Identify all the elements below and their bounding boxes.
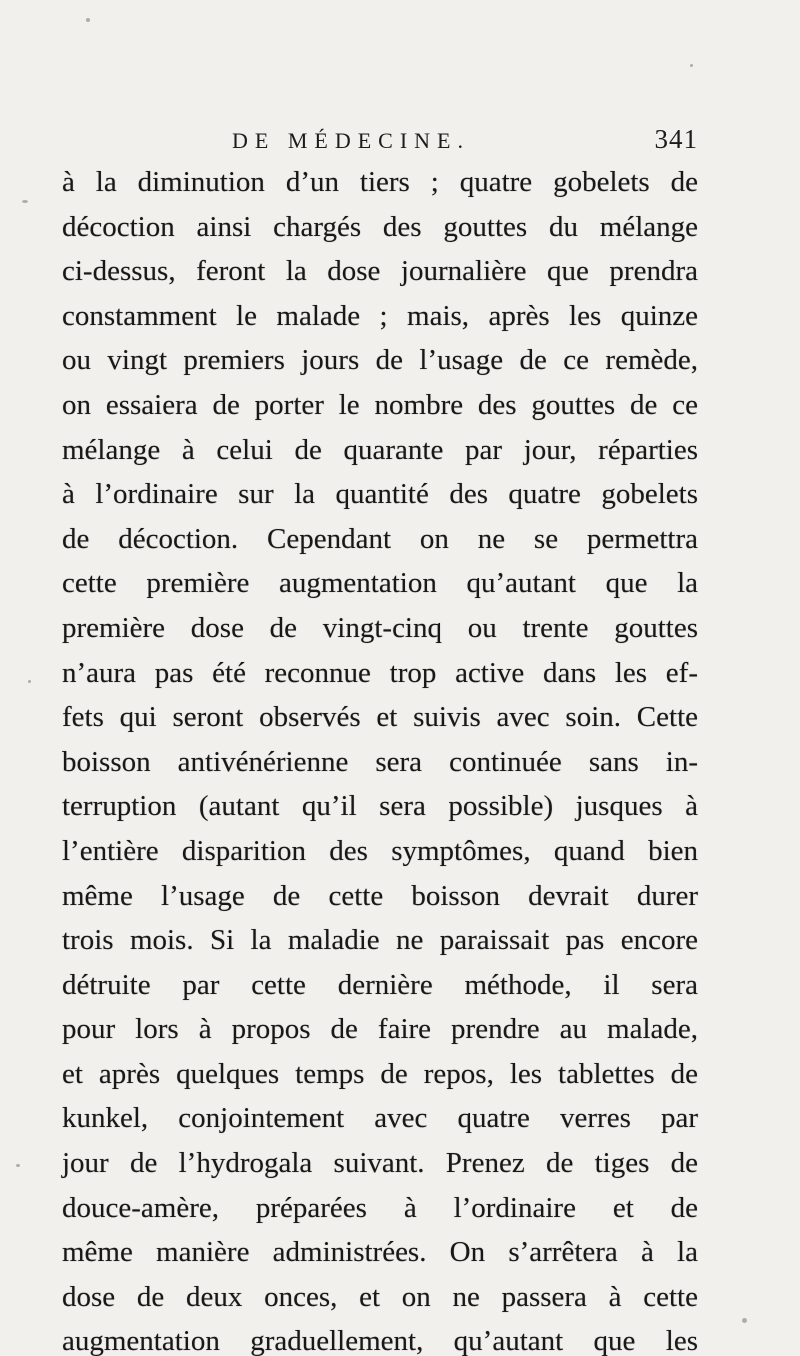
- paper-speck: [742, 1318, 747, 1323]
- text-line: à l’ordinaire sur la quantité des quatre gobelets: [62, 478, 698, 511]
- text-line: même l’usage de cette boisson devrait durer: [62, 879, 698, 912]
- text-line: décoction ainsi chargés des gouttes du mélange: [62, 210, 698, 243]
- text-line: ci-dessus, feront la dose journalière que prendra: [62, 255, 698, 288]
- text-line: kunkel, conjointement avec quatre verres par: [62, 1102, 698, 1135]
- paper-speck: [86, 18, 90, 22]
- text-line: et après quelques temps de repos, les tablettes de: [62, 1057, 698, 1090]
- text-line: douce-amère, préparées à l’ordinaire et de: [62, 1191, 698, 1224]
- text-line: à la diminution d’un tiers ; quatre gobelets de: [62, 166, 698, 198]
- text-line: mélange à celui de quarante par jour, réparties: [62, 433, 698, 466]
- paper-speck: [16, 1164, 20, 1167]
- running-title: DE MÉDECINE.: [232, 128, 470, 153]
- text-line: constamment le malade ; mais, après les quinze: [62, 299, 698, 332]
- page-number: 341: [654, 124, 698, 154]
- paper-speck: [690, 64, 693, 67]
- text-line: dose de deux onces, et on ne passera à cette: [62, 1280, 698, 1313]
- text-line: jour de l’hydrogala suivant. Prenez de tiges de: [62, 1147, 698, 1180]
- text-line: boisson antivénérienne sera continuée sans in-: [62, 745, 698, 778]
- text-line: terruption (autant qu’il sera possible) jusques à: [62, 790, 698, 823]
- text-line: de décoction. Cependant on ne se permettra: [62, 522, 698, 555]
- text-line: n’aura pas été reconnue trop active dans les ef-: [62, 656, 698, 689]
- text-line: détruite par cette dernière méthode, il sera: [62, 968, 698, 1001]
- text-line: pour lors à propos de faire prendre au malade,: [62, 1013, 698, 1046]
- paper-speck: [22, 200, 28, 203]
- text-line: trois mois. Si la maladie ne paraissait pas encore: [62, 924, 698, 957]
- paper-speck: [28, 680, 31, 683]
- text-line: même manière administrées. On s’arrêtera à la: [62, 1236, 698, 1269]
- text-line: on essaiera de porter le nombre des gouttes de ce: [62, 388, 698, 421]
- text-line: première dose de vingt-cinq ou trente gouttes: [62, 611, 698, 644]
- body-text: [62, 160, 698, 1356]
- text-line: fets qui seront observés et suivis avec soin. Cette: [62, 701, 698, 734]
- text-line: ou vingt premiers jours de l’usage de ce remède,: [62, 344, 698, 377]
- text-line: l’entière disparition des symptômes, quand bien: [62, 834, 698, 867]
- text-line: augmentation graduellement, qu’autant que les: [62, 1325, 698, 1356]
- text-line: cette première augmentation qu’autant que la: [62, 567, 698, 600]
